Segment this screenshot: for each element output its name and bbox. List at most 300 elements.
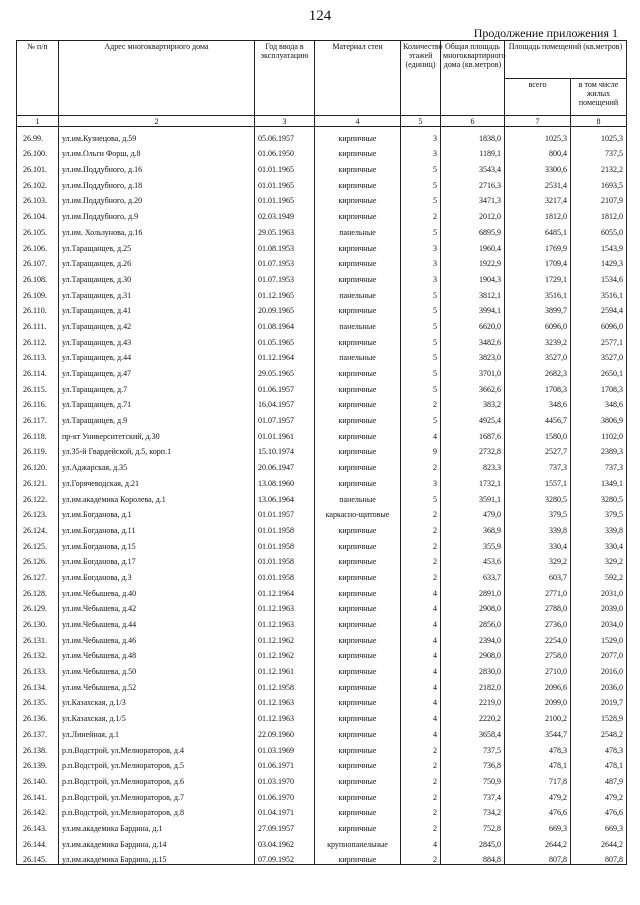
premises-total-cell: 3899,7: [505, 300, 571, 316]
floors-cell: 5: [401, 362, 441, 378]
floors-cell: 2: [401, 739, 441, 755]
annex-title: Продолжение приложения 1: [473, 26, 618, 40]
floors-cell: 2: [401, 786, 441, 802]
premises-total-cell: 3527,0: [505, 347, 571, 363]
total-area-cell: 734,2: [441, 802, 505, 818]
premises-total-cell: 330,4: [505, 535, 571, 551]
year-cell: 02.03.1949: [255, 205, 315, 221]
premises-living-cell: 669,3: [571, 817, 627, 833]
premises-living-cell: 2039,0: [571, 598, 627, 614]
table-row: [17, 456, 627, 472]
year-cell: 22.09.1960: [255, 723, 315, 739]
total-area-cell: 3823,0: [441, 347, 505, 363]
year-cell: 01.01.1965: [255, 190, 315, 206]
total-area-cell: 355,9: [441, 535, 505, 551]
address-cell: ул.Таращанцев, д.71: [59, 394, 255, 410]
wall-material-cell: кирпичные: [315, 566, 401, 582]
total-area-cell: 453,6: [441, 551, 505, 567]
total-area-cell: 2220,2: [441, 707, 505, 723]
floors-cell: 5: [401, 347, 441, 363]
wall-material-cell: кирпичные: [315, 723, 401, 739]
total-area-cell: 3471,3: [441, 190, 505, 206]
wall-material-cell: кирпичные: [315, 692, 401, 708]
floors-cell: 9: [401, 441, 441, 457]
premises-living-cell: 592,2: [571, 566, 627, 582]
row-number: 26.143.: [17, 817, 59, 833]
wall-material-cell: кирпичные: [315, 409, 401, 425]
premises-living-cell: 2650,1: [571, 362, 627, 378]
floors-cell: 4: [401, 723, 441, 739]
row-number: 26.144.: [17, 833, 59, 849]
table-row: [17, 660, 627, 676]
address-cell: ул.им.Поддубного, д.18: [59, 174, 255, 190]
row-number: 26.137.: [17, 723, 59, 739]
year-cell: 29.05.1965: [255, 362, 315, 378]
year-cell: 01.12.1961: [255, 660, 315, 676]
row-number: 26.120.: [17, 456, 59, 472]
address-cell: ул.им.Богданова, д.11: [59, 519, 255, 535]
address-cell: ул.Таращанцев, д.26: [59, 253, 255, 269]
table-row: [17, 817, 627, 833]
table-row: [17, 786, 627, 802]
premises-total-cell: 2644,2: [505, 833, 571, 849]
row-number: 26.129.: [17, 598, 59, 614]
table-row: [17, 409, 627, 425]
year-cell: 01.06.1957: [255, 378, 315, 394]
address-cell: ул.им.Ольги Форш, д.8: [59, 143, 255, 159]
premises-total-cell: 478,3: [505, 739, 571, 755]
row-number: 26.113.: [17, 347, 59, 363]
wall-material-cell: кирпичные: [315, 378, 401, 394]
table-body: [17, 127, 627, 865]
row-number: 26.111.: [17, 315, 59, 331]
col-number-8: 8: [571, 116, 627, 127]
floors-cell: 4: [401, 692, 441, 708]
floors-cell: 3: [401, 237, 441, 253]
table-row: [17, 315, 627, 331]
table-row: [17, 174, 627, 190]
address-cell: ул.Таращанцев, д.9: [59, 409, 255, 425]
premises-living-cell: 1812,0: [571, 205, 627, 221]
col-number-2: 2: [59, 116, 255, 127]
row-number: 26.102.: [17, 174, 59, 190]
wall-material-cell: кирпичные: [315, 174, 401, 190]
floors-cell: 4: [401, 629, 441, 645]
row-number: 26.110.: [17, 300, 59, 316]
row-number: 26.139.: [17, 755, 59, 771]
row-number: 26.112.: [17, 331, 59, 347]
floors-cell: 2: [401, 535, 441, 551]
total-area-cell: 2845,0: [441, 833, 505, 849]
total-area-cell: 1687,6: [441, 425, 505, 441]
table-row: [17, 645, 627, 661]
address-cell: ул.им.Чебышева, д.46: [59, 629, 255, 645]
total-area-cell: 633,7: [441, 566, 505, 582]
premises-living-cell: 487,9: [571, 770, 627, 786]
year-cell: 01.12.1965: [255, 284, 315, 300]
floors-cell: 5: [401, 378, 441, 394]
premises-total-cell: 737,3: [505, 456, 571, 472]
premises-living-cell: 2019,7: [571, 692, 627, 708]
address-cell: ул.Таращанцев, д.47: [59, 362, 255, 378]
wall-material-cell: кирпичные: [315, 237, 401, 253]
year-cell: 01.12.1963: [255, 598, 315, 614]
wall-material-cell: кирпичные: [315, 441, 401, 457]
row-number: 26.106.: [17, 237, 59, 253]
address-cell: ул.им.Чебышева, д.50: [59, 660, 255, 676]
year-cell: 01.01.1958: [255, 535, 315, 551]
premises-total-cell: 2788,0: [505, 598, 571, 614]
table-row: [17, 158, 627, 174]
floors-cell: 4: [401, 676, 441, 692]
premises-total-cell: 478,1: [505, 755, 571, 771]
wall-material-cell: кирпичные: [315, 143, 401, 159]
premises-living-cell: 6096,0: [571, 315, 627, 331]
table-row: [17, 378, 627, 394]
premises-total-cell: 3516,1: [505, 284, 571, 300]
table-row: [17, 300, 627, 316]
total-area-cell: 2012,0: [441, 205, 505, 221]
year-cell: 01.01.1958: [255, 551, 315, 567]
table-row: [17, 676, 627, 692]
header-floors: Количество этажей (единиц): [401, 41, 441, 116]
premises-total-cell: 3300,6: [505, 158, 571, 174]
address-cell: ул.Таращанцев, д.43: [59, 331, 255, 347]
wall-material-cell: кирпичные: [315, 817, 401, 833]
floors-cell: 5: [401, 221, 441, 237]
year-cell: 16.04.1957: [255, 394, 315, 410]
address-cell: пр-кт Университетский, д.30: [59, 425, 255, 441]
row-number: 26.128.: [17, 582, 59, 598]
year-cell: 01.01.1965: [255, 158, 315, 174]
year-cell: 01.04.1971: [255, 802, 315, 818]
row-number: 26.107.: [17, 253, 59, 269]
table-row: [17, 253, 627, 269]
premises-living-cell: 1429,3: [571, 253, 627, 269]
row-number: 26.125.: [17, 535, 59, 551]
wall-material-cell: кирпичные: [315, 394, 401, 410]
total-area-cell: 3812,1: [441, 284, 505, 300]
floors-cell: 2: [401, 566, 441, 582]
table-row: [17, 551, 627, 567]
premises-living-cell: 2077,0: [571, 645, 627, 661]
wall-material-cell: кирпичные: [315, 268, 401, 284]
table-row: [17, 613, 627, 629]
wall-material-cell: панельные: [315, 488, 401, 504]
premises-living-cell: 1102,0: [571, 425, 627, 441]
premises-living-cell: 479,2: [571, 786, 627, 802]
premises-total-cell: 1708,3: [505, 378, 571, 394]
premises-living-cell: 2132,2: [571, 158, 627, 174]
premises-living-cell: 478,3: [571, 739, 627, 755]
header-total-area: Общая площадь многоквартирного дома (кв.метров): [441, 41, 505, 116]
total-area-cell: 3701,0: [441, 362, 505, 378]
premises-total-cell: 1769,9: [505, 237, 571, 253]
row-number: 26.108.: [17, 268, 59, 284]
year-cell: 01.12.1964: [255, 347, 315, 363]
address-cell: ул.им.академика Бардина, д.14: [59, 833, 255, 849]
year-cell: 01.01.1965: [255, 174, 315, 190]
premises-living-cell: 1349,1: [571, 472, 627, 488]
year-cell: 01.07.1953: [255, 253, 315, 269]
wall-material-cell: панельные: [315, 221, 401, 237]
premises-total-cell: 379,5: [505, 504, 571, 520]
address-cell: ул.Казахская, д.1/5: [59, 707, 255, 723]
table-row: [17, 488, 627, 504]
table-row: [17, 707, 627, 723]
row-number: 26.136.: [17, 707, 59, 723]
address-cell: ул.Аджарская, д.35: [59, 456, 255, 472]
row-number: 26.99.: [17, 127, 59, 143]
wall-material-cell: кирпичные: [315, 472, 401, 488]
wall-material-cell: кирпичные: [315, 645, 401, 661]
total-area-cell: 6895,9: [441, 221, 505, 237]
address-cell: ул.им.Чебышева, д.42: [59, 598, 255, 614]
total-area-cell: 4925,4: [441, 409, 505, 425]
address-cell: ул.Таращанцев, д.31: [59, 284, 255, 300]
table-row: [17, 237, 627, 253]
wall-material-cell: кирпичные: [315, 582, 401, 598]
year-cell: 01.12.1964: [255, 582, 315, 598]
row-number: 26.103.: [17, 190, 59, 206]
floors-cell: 2: [401, 849, 441, 865]
table-row: [17, 723, 627, 739]
table-row: [17, 268, 627, 284]
premises-total-cell: 3217,4: [505, 190, 571, 206]
address-cell: ул.Казахская, д.1/3: [59, 692, 255, 708]
premises-total-cell: 2531,4: [505, 174, 571, 190]
col-number-1: 1: [17, 116, 59, 127]
premises-total-cell: 2682,3: [505, 362, 571, 378]
row-number: 26.133.: [17, 660, 59, 676]
table-row: [17, 472, 627, 488]
wall-material-cell: кирпичные: [315, 802, 401, 818]
row-number: 26.118.: [17, 425, 59, 441]
premises-living-cell: 3527,0: [571, 347, 627, 363]
wall-material-cell: кирпичные: [315, 190, 401, 206]
premises-total-cell: 2771,0: [505, 582, 571, 598]
floors-cell: 5: [401, 331, 441, 347]
row-number: 26.124.: [17, 519, 59, 535]
year-cell: 01.12.1962: [255, 645, 315, 661]
total-area-cell: 1904,3: [441, 268, 505, 284]
address-cell: ул.им.Поддубного, д.20: [59, 190, 255, 206]
total-area-cell: 737,5: [441, 739, 505, 755]
table-row: [17, 535, 627, 551]
premises-total-cell: 3280,5: [505, 488, 571, 504]
wall-material-cell: кирпичные: [315, 127, 401, 143]
total-area-cell: 383,2: [441, 394, 505, 410]
address-cell: ул.им.Богданова, д.15: [59, 535, 255, 551]
total-area-cell: 2908,0: [441, 598, 505, 614]
premises-total-cell: 1025,3: [505, 127, 571, 143]
premises-total-cell: 479,2: [505, 786, 571, 802]
floors-cell: 2: [401, 551, 441, 567]
floors-cell: 5: [401, 174, 441, 190]
row-number: 26.138.: [17, 739, 59, 755]
row-number: 26.130.: [17, 613, 59, 629]
wall-material-cell: крупнопанельные: [315, 833, 401, 849]
year-cell: 07.09.1952: [255, 849, 315, 865]
premises-living-cell: 807,8: [571, 849, 627, 865]
table-row: [17, 739, 627, 755]
wall-material-cell: кирпичные: [315, 676, 401, 692]
year-cell: 01.03.1970: [255, 770, 315, 786]
year-cell: 13.06.1964: [255, 488, 315, 504]
wall-material-cell: кирпичные: [315, 331, 401, 347]
row-number: 26.127.: [17, 566, 59, 582]
col-number-4: 4: [315, 116, 401, 127]
row-number: 26.140.: [17, 770, 59, 786]
premises-total-cell: 2527,7: [505, 441, 571, 457]
row-number: 26.115.: [17, 378, 59, 394]
year-cell: 01.07.1953: [255, 268, 315, 284]
premises-living-cell: 6055,0: [571, 221, 627, 237]
wall-material-cell: кирпичные: [315, 205, 401, 221]
total-area-cell: 1732,1: [441, 472, 505, 488]
address-cell: ул.Таращанцев, д.30: [59, 268, 255, 284]
wall-material-cell: кирпичные: [315, 362, 401, 378]
row-number: 26.142.: [17, 802, 59, 818]
wall-material-cell: кирпичные: [315, 613, 401, 629]
floors-cell: 5: [401, 284, 441, 300]
header-wall-material: Материал стен: [315, 41, 401, 116]
premises-living-cell: 330,4: [571, 535, 627, 551]
total-area-cell: 479,0: [441, 504, 505, 520]
row-number: 26.121.: [17, 472, 59, 488]
premises-total-cell: 2100,2: [505, 707, 571, 723]
premises-living-cell: 2016,0: [571, 660, 627, 676]
floors-cell: 2: [401, 770, 441, 786]
premises-total-cell: 807,8: [505, 849, 571, 865]
premises-total-cell: 2758,0: [505, 645, 571, 661]
row-number: 26.105.: [17, 221, 59, 237]
premises-living-cell: 478,1: [571, 755, 627, 771]
premises-total-cell: 669,3: [505, 817, 571, 833]
premises-total-cell: 2096,6: [505, 676, 571, 692]
year-cell: 20.06.1947: [255, 456, 315, 472]
floors-cell: 5: [401, 158, 441, 174]
row-number: 26.145.: [17, 849, 59, 865]
row-number: 26.134.: [17, 676, 59, 692]
premises-living-cell: 1528,9: [571, 707, 627, 723]
premises-living-cell: 2548,2: [571, 723, 627, 739]
wall-material-cell: панельные: [315, 315, 401, 331]
header-premises-living: в том числе жилых помещений: [571, 79, 627, 116]
premises-total-cell: 329,2: [505, 551, 571, 567]
premises-living-cell: 2036,0: [571, 676, 627, 692]
premises-total-cell: 3544,7: [505, 723, 571, 739]
total-area-cell: 3591,1: [441, 488, 505, 504]
address-cell: ул.им.Чебышева, д.52: [59, 676, 255, 692]
row-number: 26.119.: [17, 441, 59, 457]
year-cell: 05.06.1957: [255, 127, 315, 143]
year-cell: 01.12.1963: [255, 692, 315, 708]
year-cell: 13.08.1960: [255, 472, 315, 488]
address-cell: р.п.Водстрой, ул.Мелиораторов, д.5: [59, 755, 255, 771]
table-header: [17, 41, 627, 127]
year-cell: 01.01.1958: [255, 519, 315, 535]
premises-total-cell: 800,4: [505, 143, 571, 159]
wall-material-cell: кирпичные: [315, 755, 401, 771]
floors-cell: 4: [401, 582, 441, 598]
total-area-cell: 3482,6: [441, 331, 505, 347]
premises-total-cell: 3239,2: [505, 331, 571, 347]
table-row: [17, 519, 627, 535]
premises-living-cell: 2577,1: [571, 331, 627, 347]
row-number: 26.114.: [17, 362, 59, 378]
address-cell: ул.им.Богданова, д.3: [59, 566, 255, 582]
year-cell: 01.08.1964: [255, 315, 315, 331]
floors-cell: 3: [401, 472, 441, 488]
table-row: [17, 362, 627, 378]
table-row: [17, 833, 627, 849]
address-cell: ул.Таращанцев, д.7: [59, 378, 255, 394]
wall-material-cell: кирпичные: [315, 629, 401, 645]
premises-living-cell: 2034,0: [571, 613, 627, 629]
address-cell: ул.Линейная, д.1: [59, 723, 255, 739]
premises-total-cell: 476,6: [505, 802, 571, 818]
premises-total-cell: 6485,1: [505, 221, 571, 237]
floors-cell: 2: [401, 504, 441, 520]
total-area-cell: 2394,0: [441, 629, 505, 645]
address-cell: ул.им.Чебышева, д.48: [59, 645, 255, 661]
year-cell: 01.06.1950: [255, 143, 315, 159]
total-area-cell: 3994,1: [441, 300, 505, 316]
premises-living-cell: 1543,9: [571, 237, 627, 253]
year-cell: 01.06.1970: [255, 786, 315, 802]
premises-total-cell: 1580,0: [505, 425, 571, 441]
wall-material-cell: панельные: [315, 284, 401, 300]
floors-cell: 3: [401, 143, 441, 159]
row-number: 26.104.: [17, 205, 59, 221]
address-cell: ул.им.Чебышева, д.40: [59, 582, 255, 598]
table-row: [17, 394, 627, 410]
year-cell: 01.03.1969: [255, 739, 315, 755]
address-cell: ул.им.Кузнецова, д.59: [59, 127, 255, 143]
year-cell: 01.12.1962: [255, 629, 315, 645]
premises-living-cell: 2107,9: [571, 190, 627, 206]
total-area-cell: 2182,0: [441, 676, 505, 692]
table-row: [17, 425, 627, 441]
table-row: [17, 692, 627, 708]
address-cell: ул.Горячеводская, д.21: [59, 472, 255, 488]
floors-cell: 5: [401, 315, 441, 331]
address-cell: ул.им.Чебышева, д.44: [59, 613, 255, 629]
address-cell: ул.Таращанцев, д.44: [59, 347, 255, 363]
floors-cell: 2: [401, 519, 441, 535]
row-number: 26.122.: [17, 488, 59, 504]
table-row: [17, 284, 627, 300]
wall-material-cell: кирпичные: [315, 551, 401, 567]
total-area-cell: 3662,6: [441, 378, 505, 394]
total-area-cell: 368,9: [441, 519, 505, 535]
premises-living-cell: 1529,0: [571, 629, 627, 645]
total-area-cell: 6620,0: [441, 315, 505, 331]
table-row: [17, 441, 627, 457]
year-cell: 01.12.1963: [255, 707, 315, 723]
address-cell: ул.им.Богданова, д.1: [59, 504, 255, 520]
premises-total-cell: 2736,0: [505, 613, 571, 629]
address-cell: ул.Таращанцев, д.25: [59, 237, 255, 253]
col-number-7: 7: [505, 116, 571, 127]
total-area-cell: 2856,0: [441, 613, 505, 629]
year-cell: 01.12.1963: [255, 613, 315, 629]
table-row: [17, 221, 627, 237]
table-row: [17, 849, 627, 865]
wall-material-cell: кирпичные: [315, 253, 401, 269]
premises-living-cell: 329,2: [571, 551, 627, 567]
